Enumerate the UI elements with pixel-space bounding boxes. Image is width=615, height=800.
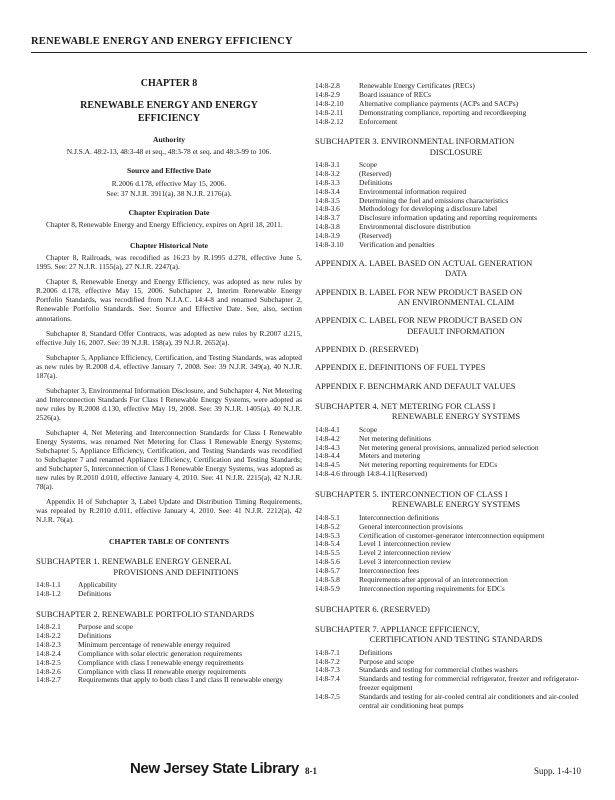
section-number: 14:8-3.5 xyxy=(315,195,340,205)
history-paragraph: Subchapter 3, Environmental Information Disclosure, and Subchapter 4, Net Metering and Interconnection Standards For Class I Renewable Energy Systems, were adopted as new rules by R.2008 d.130, effective May 19, 2008. See: 39 N.J.R. 1405(a), 40 N.J.R. 2526(a). xyxy=(36,385,302,422)
toc-entry[interactable] xyxy=(315,223,583,232)
section-title: Level 3 interconnection review xyxy=(359,557,452,567)
section-number: 14:8-3.3 xyxy=(315,177,340,187)
section-number: 14:8-7.3 xyxy=(315,665,340,675)
section-title: Verification and penalties xyxy=(359,239,435,249)
history-paragraph: Subchapter 5, Appliance Efficiency, Certification, and Testing Standards, was adopted as new rules by R.2008 d.4, effective January 7, 2008. See: 39 N.J.R. 349(a), 40 N.J.R. 187(a). xyxy=(36,352,302,380)
history-paragraph: Subchapter 4, Net Metering and Interconnection Standards for Class I Renewable Energy Systems, was renamed Net Metering for Class I Renewable Energy Systems; Subchapter 5, Appliance Efficiency, Certification, and Testing Standards was recodified to Subchapter 7 and renamed Appliance Efficiency, Certification and Testing Standards; and Subchapter 5, Interconnection of Class I Renewable Energy Systems, was adopted as new rules by R.2010 d.010, effective January 4, 2010. See: 41 N.J.R. 2215(a), 42 N.J.R. 78(a). xyxy=(36,427,302,491)
authority-text: N.J.S.A. 48:2-13, 48:3-48 et seq., 48:3-78 et seq. and 48:3-99 to 106. xyxy=(66,147,272,157)
history-paragraph: Subchapter 8, Standard Offer Contracts, was adopted as new rules by R.2007 d.215, effective July 16, 2007. See: 39 N.J.R. 158(a), 39 N.J.R. 2652(a). xyxy=(36,328,302,347)
section-title: Definitions xyxy=(78,631,112,641)
section-number: 14:8-2.5 xyxy=(36,657,61,667)
subchapter-3-line-2: DISCLOSURE xyxy=(429,146,483,157)
section-number: 14:8-2.11 xyxy=(315,107,344,117)
toc-heading: CHAPTER TABLE OF CONTENTS xyxy=(109,537,229,547)
subchapter-2-entries xyxy=(36,623,302,685)
history-paragraph: Appendix H of Subchapter 3, Label Update and Distribution Timing Requirements, was repealed by R.2010 d.011, effective January 4, 2010. See: 41 N.J.R. 2212(a), 42 N.J.R. 76(a). xyxy=(36,497,302,525)
chapter-label: CHAPTER 8 xyxy=(140,78,198,89)
section-number: 14:8-2.3 xyxy=(36,639,61,649)
section-title: Purpose and scope xyxy=(359,656,415,666)
section-number: 14:8-3.7 xyxy=(315,213,340,223)
section-number: 14:8-3.6 xyxy=(315,204,340,214)
subchapter-1-heading xyxy=(36,556,302,577)
subchapter-4-line-1: SUBCHAPTER 4. NET METERING FOR CLASS I xyxy=(315,401,496,412)
toc-entry[interactable] xyxy=(315,649,583,658)
subchapter-5-heading xyxy=(315,489,583,510)
source-line-2: See: 37 N.J.R. 3911(a), 38 N.J.R. 2176(a). xyxy=(106,188,232,198)
section-title: Net metering general provisions, annualized period selection xyxy=(359,442,539,452)
section-number: 14:8-2.8 xyxy=(315,81,340,90)
section-title: Compliance with solar electric generation requirements xyxy=(78,648,242,658)
appendix-d-line-1: APPENDIX D. (RESERVED) xyxy=(315,344,419,354)
history-paragraph: Chapter 8, Railroads, was recodified as 16:23 by R.1995 d.278, effective June 5, 1995. See: 27 N.J.R. 1155(a), 27 N.J.R. 2247(a). xyxy=(36,253,302,272)
section-title: Level 1 interconnection review xyxy=(359,539,452,549)
appendix-d[interactable] xyxy=(315,344,583,354)
section-number: 14:8-7.5 xyxy=(315,692,340,702)
toc-entry[interactable] xyxy=(315,118,583,127)
toc-entry[interactable] xyxy=(315,232,583,241)
subchapter-4-line-2: RENEWABLE ENERGY SYSTEMS xyxy=(391,411,521,422)
section-title: Determining the fuel and emissions characteristics xyxy=(359,195,509,205)
section-number: 14:8-1.1 xyxy=(36,580,61,590)
section-title: Requirements that apply to both class I and class II renewable energy xyxy=(78,675,283,685)
section-title: Interconnection fees xyxy=(359,566,420,576)
subchapter-5-entries xyxy=(315,514,583,594)
subchapter-6-heading xyxy=(315,604,583,614)
section-number: 14:8-5.7 xyxy=(315,566,340,576)
section-title: Demonstrating compliance, reporting and recordkeeping xyxy=(359,107,527,117)
section-number: 14:8-5.1 xyxy=(315,512,340,522)
section-number: 14:8-5.2 xyxy=(315,521,340,531)
appendix-f[interactable] xyxy=(315,381,583,391)
section-number: 14:8-1.2 xyxy=(36,588,61,598)
section-range: 14:8-4.6 through 14:8-4.11 xyxy=(315,469,395,479)
subchapter-1-entries xyxy=(36,581,302,599)
appendix-a-line-2: DATA xyxy=(445,268,467,279)
section-title: Definitions xyxy=(78,588,112,598)
section-number: 14:8-4.3 xyxy=(315,442,340,452)
history-heading: Chapter Historical Note xyxy=(130,241,208,251)
section-title: Standards and testing for air-cooled central air conditioners and air-cooled central air conditioning heat pumps xyxy=(359,692,579,710)
subchapter-3-line-1: SUBCHAPTER 3. ENVIRONMENTAL INFORMATION xyxy=(315,136,515,147)
authority-heading: Authority xyxy=(152,135,186,145)
section-title: Purpose and scope xyxy=(78,622,134,632)
section-title: Standards and testing for commercial refrigerator, freezer and refrigerator-freezer equipment xyxy=(359,674,580,693)
section-title: Interconnection definitions xyxy=(359,512,439,522)
section-title: Methodology for developing a disclosure label xyxy=(359,204,498,214)
source-heading: Source and Effective Date xyxy=(126,166,211,176)
toc-entry[interactable] xyxy=(315,675,583,693)
library-logo: New Jersey State Library xyxy=(130,760,299,777)
subchapter-7-line-1: SUBCHAPTER 7. APPLIANCE EFFICIENCY, xyxy=(315,624,480,634)
toc-entry[interactable] xyxy=(315,585,583,594)
section-title: Environmental information required xyxy=(359,186,467,196)
section-number: 14:8-5.6 xyxy=(315,557,340,567)
section-title: Alternative compliance payments (ACPs and SACPs) xyxy=(359,98,519,108)
subchapter-3-heading xyxy=(315,136,583,157)
section-title: Renewable Energy Certificates (RECs) xyxy=(359,81,475,90)
section-title: Scope xyxy=(359,424,378,434)
section-number: 14:8-5.5 xyxy=(315,548,340,558)
section-number: 14:8-4.4 xyxy=(315,451,340,461)
section-title: Net metering reporting requirements for EDCs xyxy=(359,460,498,470)
section-number: 14:8-7.4 xyxy=(315,674,340,684)
subchapter-5-line-1: SUBCHAPTER 5. INTERCONNECTION OF CLASS I xyxy=(315,489,508,500)
subchapter-7-line-2: CERTIFICATION AND TESTING STANDARDS xyxy=(369,634,543,645)
section-title: Compliance with class I renewable energy requirements xyxy=(78,657,244,667)
right-column xyxy=(315,64,583,752)
subchapter-4-heading xyxy=(315,401,583,422)
toc-entry-reserved-range[interactable] xyxy=(315,470,583,479)
section-number: 14:8-2.12 xyxy=(315,116,344,126)
section-number: 14:8-3.4 xyxy=(315,186,340,196)
subchapter-5-line-2: RENEWABLE ENERGY SYSTEMS xyxy=(391,499,521,510)
toc-entry[interactable] xyxy=(36,590,302,599)
page-number: 8-1 xyxy=(305,766,317,776)
toc-entry[interactable] xyxy=(315,426,583,435)
toc-entry[interactable] xyxy=(36,581,302,590)
supplement-date: Supp. 1-4-10 xyxy=(534,766,581,776)
header-rule xyxy=(31,52,587,53)
section-number: 14:8-2.7 xyxy=(36,675,61,685)
section-number: 14:8-2.2 xyxy=(36,631,61,641)
section-number: 14:8-2.4 xyxy=(36,648,61,658)
subchapter-1-line-2: PROVISIONS AND DEFINITIONS xyxy=(113,566,239,577)
left-column xyxy=(36,64,302,752)
section-number: 14:8-2.10 xyxy=(315,98,344,108)
section-title: (Reserved) xyxy=(359,231,392,241)
section-title: Definitions xyxy=(359,647,393,657)
section-number: 14:8-2.1 xyxy=(36,622,61,632)
appendix-e-line-1: APPENDIX E. DEFINITIONS OF FUEL TYPES xyxy=(315,362,486,373)
section-number: 14:8-7.1 xyxy=(315,647,340,657)
toc-entry[interactable] xyxy=(315,558,583,567)
subchapter-4-entries xyxy=(315,426,583,479)
section-number: 14:8-2.9 xyxy=(315,89,340,99)
section-number: 14:8-3.2 xyxy=(315,168,340,178)
section-number: 14:8-4.5 xyxy=(315,460,340,470)
section-number: 14:8-5.3 xyxy=(315,530,340,540)
subchapter-2-entries-continued xyxy=(315,82,583,126)
running-header: RENEWABLE ENERGY AND ENERGY EFFICIENCY xyxy=(31,36,293,47)
section-title: Level 2 interconnection review xyxy=(359,548,452,558)
toc-entry[interactable] xyxy=(315,444,583,453)
section-title: Disclosure information updating and reporting requirements xyxy=(359,213,537,223)
appendix-c-line-1: APPENDIX C. LABEL FOR NEW PRODUCT BASED ON xyxy=(315,315,523,326)
section-title: Minimum percentage of renewable energy required xyxy=(78,639,230,649)
toc-entry[interactable] xyxy=(36,676,302,685)
appendix-a-line-1: APPENDIX A. LABEL BASED ON ACTUAL GENERATION xyxy=(315,257,533,268)
appendix-e[interactable] xyxy=(315,362,583,372)
section-title: General interconnection provisions xyxy=(359,521,463,531)
section-number: 14:8-3.8 xyxy=(315,222,340,232)
appendix-a[interactable] xyxy=(315,258,583,279)
subchapter-2-heading xyxy=(36,609,302,619)
section-title: Environmental disclosure distribution xyxy=(359,222,471,232)
section-number: 14:8-3.10 xyxy=(315,239,344,249)
section-number: 14:8-2.6 xyxy=(36,666,61,676)
chapter-title: RENEWABLE ENERGY AND ENERGY EFFICIENCY xyxy=(80,100,258,125)
appendix-c[interactable] xyxy=(315,315,583,336)
subchapter-3-entries xyxy=(315,161,583,250)
subchapter-2-line-1: SUBCHAPTER 2. RENEWABLE PORTFOLIO STANDARDS xyxy=(36,608,255,619)
appendix-f-line-1: APPENDIX F. BENCHMARK AND DEFAULT VALUES xyxy=(315,380,516,391)
section-number: 14:8-4.2 xyxy=(315,433,340,443)
toc-entry[interactable] xyxy=(315,82,583,91)
section-number: 14:8-3.1 xyxy=(315,160,340,170)
expiration-text: Chapter 8, Renewable Energy and Energy Efficiency, expires on April 18, 2011. xyxy=(46,220,283,230)
section-title: (Reserved) xyxy=(359,168,392,178)
section-number: 14:8-7.2 xyxy=(315,656,340,666)
section-title: Applicability xyxy=(78,580,117,590)
section-title: Board issuance of RECs xyxy=(359,89,432,99)
section-title: Net metering definitions xyxy=(359,433,432,443)
subchapter-7-heading xyxy=(315,624,583,645)
section-title: Requirements after approval of an interconnection xyxy=(359,574,508,584)
appendix-b-line-1: APPENDIX B. LABEL FOR NEW PRODUCT BASED ON xyxy=(315,286,523,297)
subchapter-6-line-1: SUBCHAPTER 6. (RESERVED) xyxy=(315,603,430,614)
section-number: 14:8-5.4 xyxy=(315,539,340,549)
section-title: Certification of customer-generator interconnection equipment xyxy=(359,530,545,540)
toc-entry[interactable] xyxy=(36,623,302,632)
section-title: Meters and metering xyxy=(359,451,421,461)
toc-entry[interactable] xyxy=(315,693,583,711)
section-title: (Reserved) xyxy=(394,469,428,479)
subchapter-7-entries xyxy=(315,649,583,711)
section-title: Compliance with class II renewable energy requirements xyxy=(78,666,247,676)
appendix-b-line-2: AN ENVIRONMENTAL CLAIM xyxy=(397,296,515,307)
section-number: 14:8-3.9 xyxy=(315,231,340,241)
section-title: Interconnection reporting requirements for EDCs xyxy=(359,583,505,593)
section-number: 14:8-4.1 xyxy=(315,424,340,434)
expiration-heading: Chapter Expiration Date xyxy=(128,207,210,217)
source-line-1: R.2006 d.178, effective May 15, 2006. xyxy=(111,178,227,188)
toc-entry[interactable] xyxy=(315,241,583,250)
appendix-b[interactable] xyxy=(315,287,583,308)
toc-entry[interactable] xyxy=(315,170,583,179)
appendix-c-line-2: DEFAULT INFORMATION xyxy=(407,325,505,336)
toc-entry[interactable] xyxy=(315,109,583,118)
section-number: 14:8-5.9 xyxy=(315,583,340,593)
toc-entry[interactable] xyxy=(315,161,583,170)
section-title: Definitions xyxy=(359,177,393,187)
subchapter-1-line-1: SUBCHAPTER 1. RENEWABLE ENERGY GENERAL xyxy=(36,556,232,567)
history-paragraph: Chapter 8, Renewable Energy and Energy Efficiency, was adopted as new rules by R.2006 d.178, effective May 15, 2006. Subchapter 2, Interim Renewable Energy Portfolio Standards, was recodified from N.J.A.C. 14:4-8 and renamed Subchapter 2, Renewable Portfolio Standards. See: Source and Effective Date. See, also, section annotations. xyxy=(36,277,302,323)
section-title: Scope xyxy=(359,160,378,170)
section-title: Enforcement xyxy=(359,116,398,126)
section-number: 14:8-5.8 xyxy=(315,574,340,584)
section-title: Standards and testing for commercial clothes washers xyxy=(359,665,518,675)
